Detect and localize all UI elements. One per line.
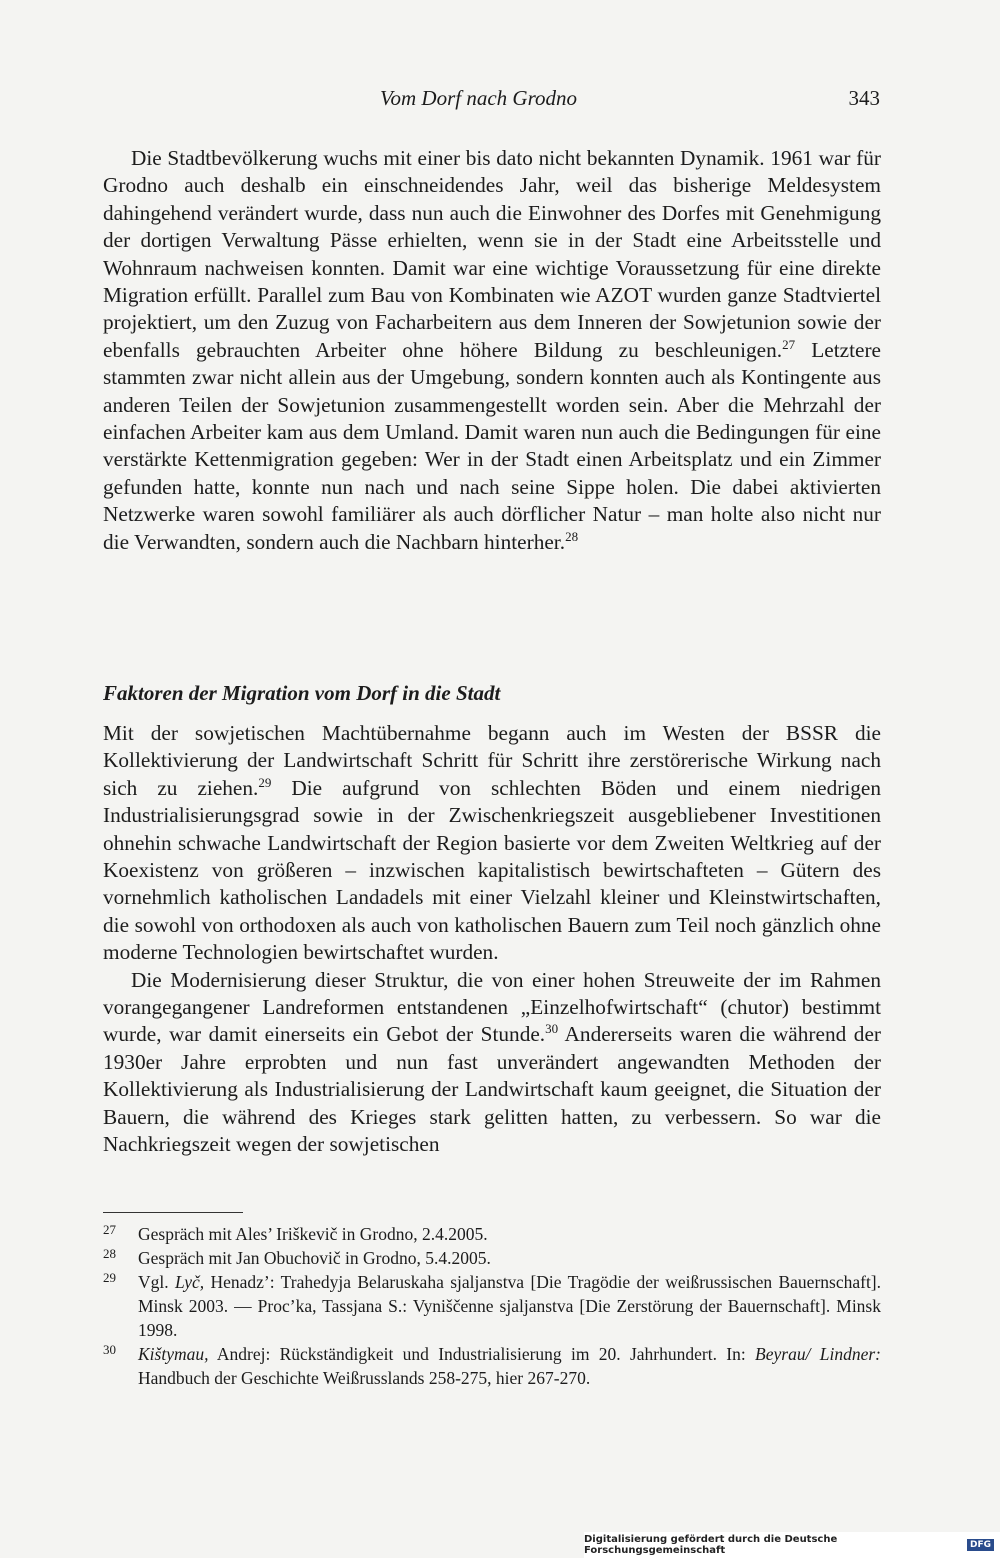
footnote-28 [103,1246,881,1270]
footnote-text: Gespräch mit Ales’ Iriškevič in Grodno, 2.4.2005. [138,1224,488,1244]
paragraph-2-text-a: Mit der sowjetischen Machtübernahme begann auch im Westen der BSSR die Kollektivierung der Landwirtschaft Schritt für Schritt ihre zerstörerische Wirkung nach sich zu ziehen. [103,721,881,800]
paragraph-1-block [103,145,881,556]
paragraph-3-text-b: Andererseits waren die während der 1930er Jahre erprobten und nun fast unverändert angewandten Methoden der Kollektivierung als Industrialisierung der Landwirtschaft kaum geeignet, die Situation der Bauern, die während des Krieges stark gelitten hatten, zu verbessern. So war die Nachkriegszeit wegen der sowjetischen [103,1022,882,1157]
footnote-text-2: Handbuch der Geschichte Weißrusslands 258-275, hier 267-270. [138,1368,591,1388]
footnote-ref-28[interactable]: 28 [565,528,579,544]
footnote-27 [103,1222,881,1246]
running-head [380,86,880,118]
paragraph-3-text-a: Die Modernisierung dieser Struktur, die von einer hohen Streuweite der im Rahmen vorangegangener Landreformen entstandenen „Einzelhofwirtschaft“ (chutor) bestimmt wurde, war damit einerseits ein Gebot der Stunde. [103,967,881,1047]
footnote-number: 30 [103,1342,116,1357]
running-head-title: Vom Dorf nach Grodno [380,86,577,110]
paragraph-1-text-b: Letztere stammten zwar nicht allein aus der Umgebung, sondern konnten auch als Kontingente aus anderen Teilen der Sowjetunion zusammengestellt worden sein. Aber die Mehrzahl der einfachen Arbeiter kam aus dem Umland. Damit waren nun auch die Bedingungen für eine verstärkte Kettenmigration gegeben: Wer in der Stadt einen Arbeitsplatz und ein Zimmer gefunden hatte, konnte nun nach und nach seine Sippe holen. Die dabei aktivierten Netzwerke waren sowohl familiärer als auch dörflicher Natur – man holte also nicht nur die Verwandten, sondern auch die Nachbarn hinterher. [103,337,881,554]
paragraph-1 [103,145,881,556]
paragraph-3 [103,967,881,1159]
footnote-29 [103,1270,881,1342]
paragraph-2 [103,720,881,967]
page-number: 343 [848,86,880,110]
footnote-author: Kištymau, [138,1344,209,1364]
footnote-prefix: Vgl. [138,1272,175,1292]
section-body [103,720,881,1159]
paragraph-1-text-a: Die Stadtbevölkerung wuchs mit einer bis dato nicht bekannten Dynamik. 1961 war für Grodno auch deshalb ein einschneidendes Jahr, weil das bisherige Meldesystem dahingehend verändert wurde, dass nun auch die Einwohner des Dorfes mit Genehmigung der dortigen Verwaltung Pässe erhielten, wenn sie in der Stadt eine Arbeitsstelle und Wohnraum nachweisen konnten. Damit war eine wichtige Voraussetzung für eine direkte Migration erfüllt. Parallel zum Bau von Kombinaten wie AZOT wurden ganze Stadtviertel projektiert, um den Zuzug von Facharbeitern aus dem Inneren der Sowjetunion sowie der ebenfalls gebrauchten Arbeiter ohne höhere Bildung zu beschleunigen. [103,146,881,362]
footnote-text: Henadz’: Trahedyja Belaruskaha sjaljanstva [Die Tragödie der weißrussischen Bauernschaft]. Minsk 2003. — Proc’ka, Tassjana S.: Vyniščenne sjaljanstva [Die Zerstörung der Bauernschaft]. Minsk 1998. [138,1272,882,1340]
footnote-text: Andrej: Rückständigkeit und Industrialisierung im 20. Jahrhundert. In: [208,1344,756,1364]
footnotes [103,1222,881,1390]
section-heading: Faktoren der Migration vom Dorf in die Stadt [103,681,501,705]
dfg-banner [584,1532,1000,1558]
footnote-author: Lyč, [175,1272,205,1292]
dfg-logo-icon: DFG [967,1539,994,1551]
footnote-30 [103,1342,881,1390]
footnote-ref-27[interactable]: 27 [782,336,796,352]
footnote-author-2: Beyrau/ Lindner: [755,1344,881,1364]
footnote-ref-29[interactable]: 29 [258,774,272,790]
footnote-number: 27 [103,1222,116,1237]
footnote-rule [103,1212,243,1213]
footnote-number: 29 [103,1270,116,1285]
paragraph-2-text-b: Die aufgrund von schlechten Böden und einem niedrigen Industrialisierungsgrad sowie in der Zwischenkriegszeit ausgebliebener Investitionen ohnehin schwache Landwirtschaft der Region basierte vor dem Zweiten Weltkrieg auf der Koexistenz von größeren – inzwischen kapitalistisch bewirtschafteten – Gütern des vornehmlich katholischen Landadels mit einer Vielzahl kleiner und Kleinstwirtschaften, die sowohl von orthodoxen als auch von katholischen Bauern zum Teil noch gänzlich ohne moderne Technologien bewirtschaftet wurden. [103,775,882,965]
dfg-banner-text: Digitalisierung gefördert durch die Deutsche Forschungsgemeinschaft [584,1534,838,1556]
footnote-text: Gespräch mit Jan Obuchovič in Grodno, 5.4.2005. [138,1248,491,1268]
footnote-ref-30[interactable]: 30 [545,1021,559,1037]
footnote-number: 28 [103,1246,116,1261]
